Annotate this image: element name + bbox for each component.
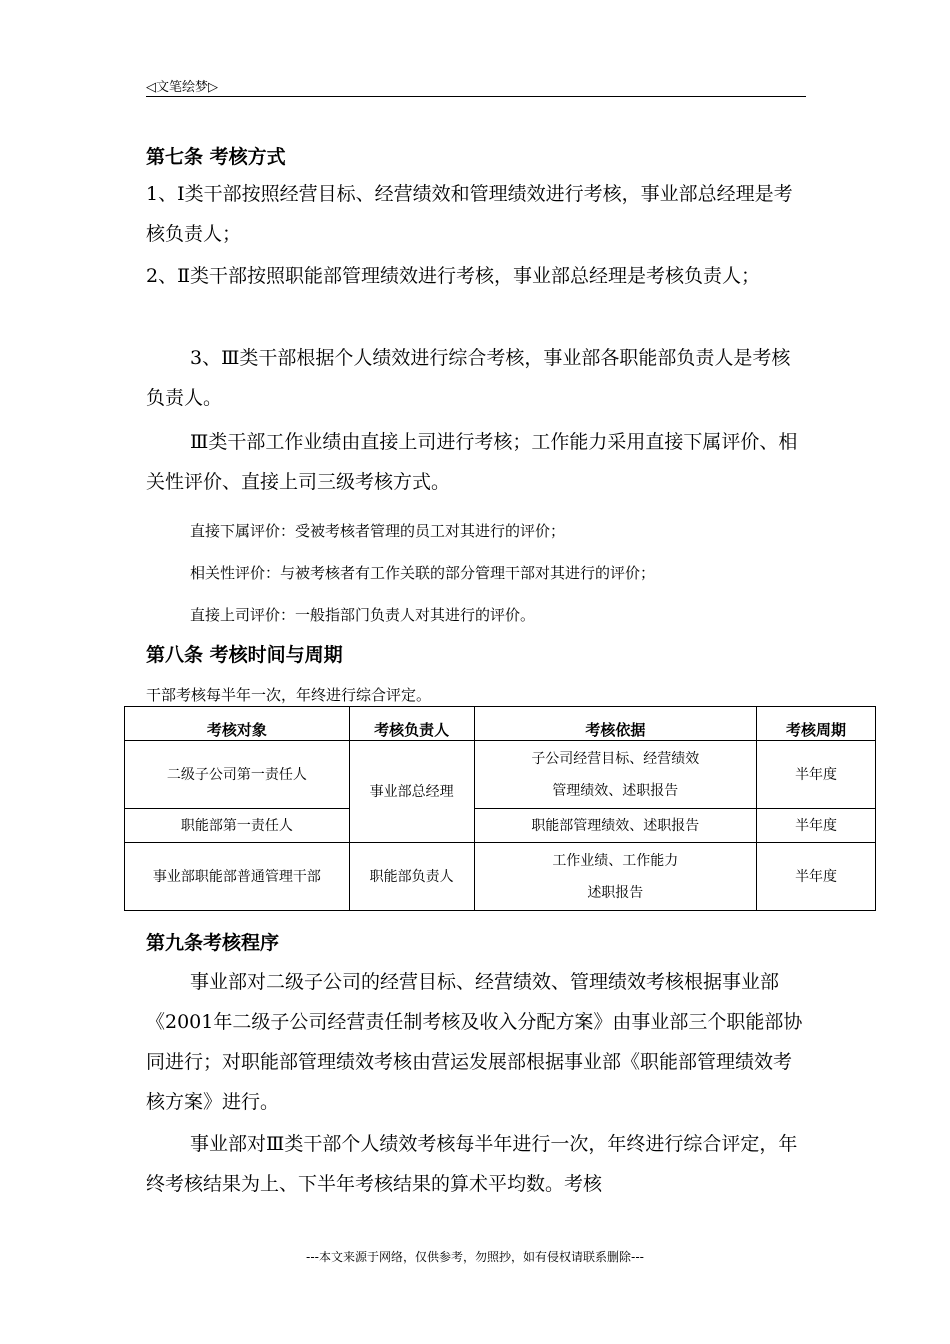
section-8-note: 干部考核每半年一次，年终进行综合评定。 bbox=[146, 686, 432, 704]
eval-related: 相关性评价：与被考核者有工作关联的部分管理干部对其进行的评价； bbox=[190, 564, 656, 582]
page-footer: ---本文来源于网络，仅供参考，勿照抄，如有侵权请联系删除--- bbox=[306, 1250, 644, 1264]
page-header bbox=[146, 74, 806, 97]
section-9-title: 第九条考核程序 bbox=[146, 932, 280, 954]
basis-line: 管理绩效、述职报告 bbox=[552, 782, 679, 799]
cell-cycle: 半年度 bbox=[757, 741, 876, 809]
basis-line: 子公司经营目标、经营绩效 bbox=[531, 750, 700, 767]
section-8-title: 第八条 考核时间与周期 bbox=[146, 644, 343, 666]
section-9-para-2: 事业部对Ⅲ类干部个人绩效考核每半年进行一次，年终进行综合评定，年终考核结果为上、下半年考核结果的算术平均数。考核 bbox=[146, 1133, 798, 1195]
eval-superior: 直接上司评价：一般指部门负责人对其进行的评价。 bbox=[190, 606, 536, 624]
col-header: 考核负责人 bbox=[349, 707, 474, 741]
cell-basis bbox=[474, 741, 757, 809]
cell-basis bbox=[474, 843, 757, 911]
basis-line: 工作业绩、工作能力 bbox=[552, 852, 679, 869]
section-7-title: 第七条 考核方式 bbox=[146, 146, 286, 168]
cell-target: 二级子公司第一责任人 bbox=[125, 741, 350, 809]
eval-subordinate: 直接下属评价：受被考核者管理的员工对其进行的评价； bbox=[190, 522, 566, 540]
assessment-table bbox=[124, 706, 876, 911]
section-7-item-4: Ⅲ类干部工作业绩由直接上司进行考核；工作能力采用直接下属评价、相关性评价、直接上司三级考核方式。 bbox=[146, 431, 798, 493]
table-row bbox=[125, 741, 876, 809]
cell-cycle: 半年度 bbox=[757, 809, 876, 843]
cell-cycle: 半年度 bbox=[757, 843, 876, 911]
cell-owner: 事业部总经理 bbox=[349, 741, 474, 843]
section-7-item-3: 3、Ⅲ类干部根据个人绩效进行综合考核，事业部各职能部负责人是考核负责人。 bbox=[146, 347, 791, 409]
section-7-item-1: 1、Ⅰ类干部按照经营目标、经营绩效和管理绩效进行考核，事业部总经理是考核负责人； bbox=[146, 183, 793, 245]
table-row bbox=[125, 809, 876, 843]
cell-basis: 职能部管理绩效、述职报告 bbox=[474, 809, 757, 843]
section-7-item-2: 2、Ⅱ类干部按照职能部管理绩效进行考核，事业部总经理是考核负责人； bbox=[146, 265, 761, 287]
col-header: 考核依据 bbox=[474, 707, 757, 741]
header-logo-text: ◁文笔绘梦▷ bbox=[146, 80, 218, 95]
col-header: 考核周期 bbox=[757, 707, 876, 741]
table-header-row bbox=[125, 707, 876, 741]
cell-target: 职能部第一责任人 bbox=[125, 809, 350, 843]
col-header: 考核对象 bbox=[125, 707, 350, 741]
table-row bbox=[125, 843, 876, 911]
cell-target: 事业部职能部普通管理干部 bbox=[125, 843, 350, 911]
cell-owner: 职能部负责人 bbox=[349, 843, 474, 911]
basis-line: 述职报告 bbox=[587, 884, 644, 901]
section-9-para-1: 事业部对二级子公司的经营目标、经营绩效、管理绩效考核根据事业部《2001年二级子公司经营责任制考核及收入分配方案》由事业部三个职能部协同进行；对职能部管理绩效考核由营运发展部根据事业部《职能部管理绩效考核方案》进行。 bbox=[146, 971, 803, 1113]
